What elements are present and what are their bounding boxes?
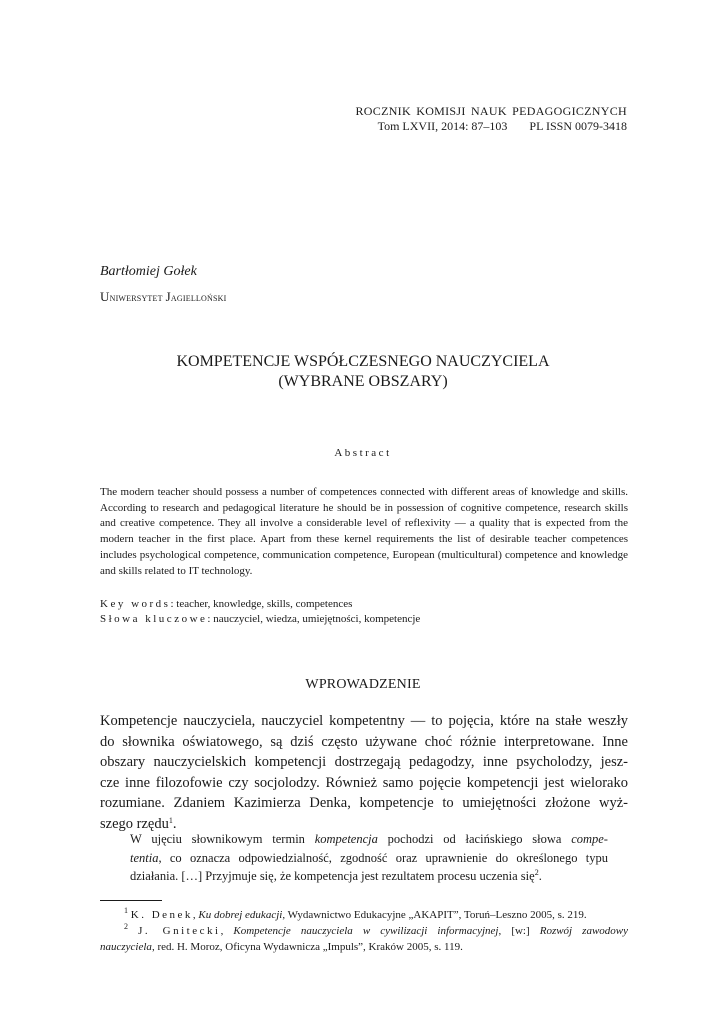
footnote-text: , [w:]	[498, 925, 540, 937]
keywords-pl-label: Słowa kluczowe	[100, 613, 208, 626]
author-name: Bartłomiej Gołek	[100, 264, 197, 279]
footnote-line	[100, 940, 628, 956]
keywords-pl	[100, 612, 420, 627]
footnote-line	[100, 908, 628, 924]
footnote-author: K. Denek	[130, 909, 193, 921]
footnote-mark: 1	[124, 906, 128, 915]
journal-volume-line	[356, 119, 628, 134]
body-line: obszary nauczycielskich kompetencji dostrzegają pedagodzy, inne psycholodzy, jesz-	[100, 754, 628, 770]
footnote-line	[100, 924, 628, 940]
quote-text: .	[538, 869, 542, 883]
title-line-1: KOMPETENCJE WSPÓŁCZESNEGO NAUCZYCIELA	[176, 353, 550, 370]
journal-volume: Tom LXVII, 2014: 87–103	[377, 119, 508, 133]
footnote-ref-1[interactable]: 1	[168, 815, 173, 825]
author-affiliation	[100, 289, 226, 305]
quote-text: pochodzi od łacińskiego słowa	[377, 832, 572, 846]
footnote-mark: 2	[124, 922, 128, 931]
keywords-block	[100, 597, 420, 628]
body-last-text: szego rzędu	[100, 815, 169, 832]
body-last-end: .	[172, 815, 177, 832]
body-line: cze inne filozofowie czy socjolodzy. Również samo pojęcie kompetencji jest wielorako	[100, 774, 628, 791]
footnote-author: J. Gnitecki	[138, 925, 221, 937]
abstract-text: The modern teacher should possess a number of competences connected with different areas of knowledge and skills. According to research and pedagogical literature he should be in possession of cognitive competence, research skills and creative competence. They all involve a considerable level of reflexivity — a quality that is expected from the modern teacher in the first place. Apart from these kernel requirements the list of desirable teacher competences includes psychological competence, communication competence, European (multicultural) competence and knowledge and skills related to IT technology.	[100, 486, 628, 577]
keywords-pl-values: : nauczyciel, wiedza, umiejętności, kompetencje	[207, 613, 421, 626]
footnote-text: ,	[220, 925, 234, 937]
footnote-2	[100, 924, 628, 955]
article-title	[100, 352, 626, 392]
footnote-title: Rozwój zawodowy	[539, 925, 629, 937]
quote-line	[130, 830, 608, 849]
keywords-en-label: Key words	[100, 598, 171, 610]
footnote-text: , Wydawnictwo Edukacyjne „AKAPIT”, Toruń–Leszno 2005, s. 219.	[282, 909, 587, 921]
footnote-text: , red. H. Moroz, Oficyna Wydawnicza „Impuls”, Kraków 2005, s. 119.	[151, 940, 463, 953]
affiliation-part1: niwersytet	[109, 292, 166, 304]
quote-line	[130, 867, 608, 886]
title-line-2: (WYBRANE OBSZARY)	[278, 373, 448, 390]
body-paragraph	[100, 711, 628, 834]
quote-term: compe-	[571, 832, 608, 846]
footnote-title: Ku dobrej edukacji	[198, 909, 283, 921]
affiliation-initial: U	[100, 289, 110, 304]
footnote-text: ,	[192, 909, 199, 921]
quote-text: , co oznacza odpowiedzialność, zgodność oraz uprawnienie do określonego typu	[158, 850, 608, 865]
footnote-1	[100, 908, 628, 924]
body-line: do słownika oświatowego, są dziś często używane choć różnie interpretowane. Inne	[100, 733, 628, 750]
block-quote	[130, 830, 608, 886]
affiliation-initial2: J	[165, 289, 171, 304]
quote-text: W ujęciu słownikowym termin	[130, 832, 315, 846]
keywords-en-values: : teacher, knowledge, skills, competences	[170, 598, 353, 610]
footnote-separator	[100, 900, 162, 901]
quote-term: kompetencja	[314, 832, 378, 846]
footnote-title: nauczyciela	[100, 940, 152, 953]
footnote-title: Kompetencje nauczyciela w cywilizacji informacyjnej	[233, 925, 499, 937]
body-line: rozumiane. Zdaniem Kazimierza Denka, kompetencje to umiejętności złożone wyż-	[100, 795, 628, 811]
journal-header	[356, 104, 628, 134]
keywords-en	[100, 597, 420, 612]
section-heading: WPROWADZENIE	[305, 677, 421, 692]
journal-issn: PL ISSN 0079-3418	[529, 119, 627, 133]
quote-line	[130, 849, 608, 868]
abstract-heading: Abstract	[334, 447, 392, 459]
footnote-ref-2[interactable]: 2	[534, 868, 539, 877]
affiliation-part2: agielloński	[170, 292, 227, 304]
quote-term: tentia	[130, 850, 159, 865]
body-line: Kompetencje nauczyciela, nauczyciel kompetentny — to pojęcia, które na stałe weszły	[100, 713, 628, 729]
quote-text: działania. […] Przyjmuje się, że kompetencja jest rezultatem procesu uczenia się	[130, 869, 535, 883]
journal-name: ROCZNIK KOMISJI NAUK PEDAGOGICZNYCH	[355, 104, 627, 118]
